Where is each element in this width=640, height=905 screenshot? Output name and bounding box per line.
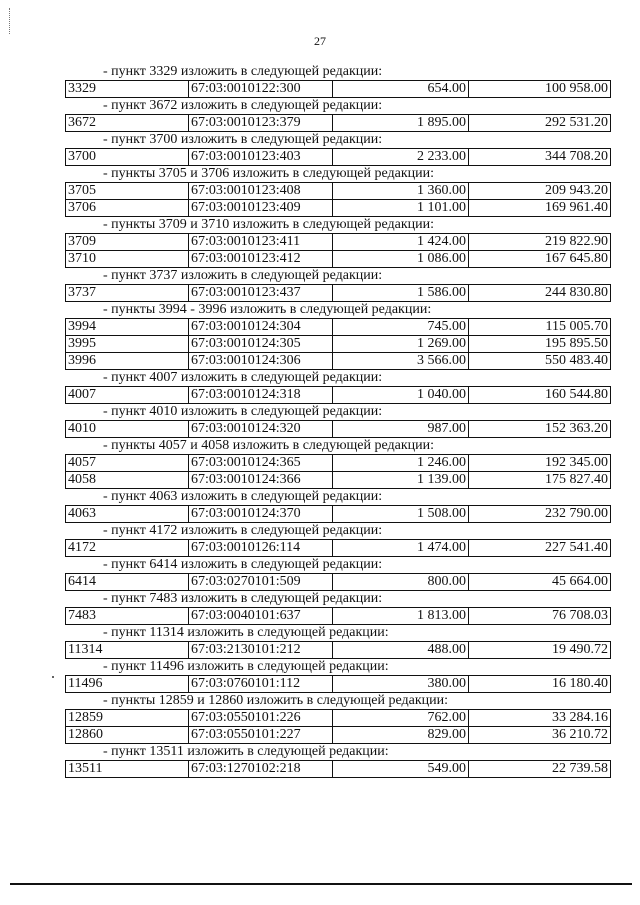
amendment-table <box>65 607 611 625</box>
item-number-cell: 3996 <box>66 353 189 370</box>
margin-binding-mark <box>9 8 11 34</box>
table-row <box>66 387 611 404</box>
item-number-cell: 3995 <box>66 336 189 353</box>
item-number-cell: 13511 <box>66 761 189 778</box>
amendment-caption: - пункт 3672 изложить в следующей редакции: <box>103 98 383 113</box>
value-cell: 36 210.72 <box>469 727 611 744</box>
value-cell: 152 363.20 <box>469 421 611 438</box>
amendment-caption: - пункт 6414 изложить в следующей редакции: <box>103 557 383 572</box>
cadastral-number-cell: 67:03:0550101:226 <box>189 710 333 727</box>
cadastral-number-cell: 67:03:0040101:637 <box>189 608 333 625</box>
cadastral-number-cell: 67:03:0010124:306 <box>189 353 333 370</box>
area-cell: 829.00 <box>333 727 469 744</box>
value-cell: 16 180.40 <box>469 676 611 693</box>
item-number-cell: 6414 <box>66 574 189 591</box>
amendment-table <box>65 760 611 778</box>
value-cell: 169 961.40 <box>469 200 611 217</box>
area-cell: 1 508.00 <box>333 506 469 523</box>
table-row <box>66 727 611 744</box>
cadastral-number-cell: 67:03:0010122:300 <box>189 81 333 98</box>
item-number-cell: 3329 <box>66 81 189 98</box>
amendment-table <box>65 505 611 523</box>
cadastral-number-cell: 67:03:0760101:112 <box>189 676 333 693</box>
amendment-table <box>65 233 611 268</box>
value-cell: 160 544.80 <box>469 387 611 404</box>
area-cell: 762.00 <box>333 710 469 727</box>
table-row <box>66 200 611 217</box>
value-cell: 100 958.00 <box>469 81 611 98</box>
value-cell: 192 345.00 <box>469 455 611 472</box>
item-number-cell: 3710 <box>66 251 189 268</box>
cadastral-number-cell: 67:03:0010123:403 <box>189 149 333 166</box>
area-cell: 1 474.00 <box>333 540 469 557</box>
table-row <box>66 319 611 336</box>
value-cell: 244 830.80 <box>469 285 611 302</box>
cadastral-number-cell: 67:03:0010123:379 <box>189 115 333 132</box>
item-number-cell: 4007 <box>66 387 189 404</box>
area-cell: 1 360.00 <box>333 183 469 200</box>
item-number-cell: 7483 <box>66 608 189 625</box>
cadastral-number-cell: 67:03:0010124:304 <box>189 319 333 336</box>
area-cell: 1 269.00 <box>333 336 469 353</box>
table-row <box>66 455 611 472</box>
item-number-cell: 3709 <box>66 234 189 251</box>
table-row <box>66 761 611 778</box>
table-row <box>66 285 611 302</box>
item-number-cell: 4058 <box>66 472 189 489</box>
area-cell: 1 139.00 <box>333 472 469 489</box>
table-row <box>66 149 611 166</box>
area-cell: 1 040.00 <box>333 387 469 404</box>
area-cell: 1 086.00 <box>333 251 469 268</box>
item-number-cell: 11496 <box>66 676 189 693</box>
cadastral-number-cell: 67:03:0010126:114 <box>189 540 333 557</box>
area-cell: 2 233.00 <box>333 149 469 166</box>
value-cell: 232 790.00 <box>469 506 611 523</box>
value-cell: 115 005.70 <box>469 319 611 336</box>
amendment-caption: - пункты 4057 и 4058 изложить в следующей редакции: <box>103 438 435 453</box>
amendment-caption: - пункт 11496 изложить в следующей редакции: <box>103 659 389 674</box>
item-number-cell: 3700 <box>66 149 189 166</box>
table-row <box>66 608 611 625</box>
table-row <box>66 234 611 251</box>
amendment-caption: - пункты 12859 и 12860 изложить в следующей редакции: <box>103 693 449 708</box>
table-row <box>66 183 611 200</box>
amendment-table <box>65 80 611 98</box>
value-cell: 292 531.20 <box>469 115 611 132</box>
table-row <box>66 710 611 727</box>
amendment-table <box>65 284 611 302</box>
cadastral-number-cell: 67:03:0550101:227 <box>189 727 333 744</box>
area-cell: 1 586.00 <box>333 285 469 302</box>
amendment-caption: - пункт 3737 изложить в следующей редакции: <box>103 268 383 283</box>
area-cell: 987.00 <box>333 421 469 438</box>
table-row <box>66 506 611 523</box>
value-cell: 76 708.03 <box>469 608 611 625</box>
value-cell: 33 284.16 <box>469 710 611 727</box>
area-cell: 549.00 <box>333 761 469 778</box>
cadastral-number-cell: 67:03:0010124:305 <box>189 336 333 353</box>
amendment-table <box>65 641 611 659</box>
area-cell: 1 101.00 <box>333 200 469 217</box>
value-cell: 19 490.72 <box>469 642 611 659</box>
amendment-caption: - пункт 11314 изложить в следующей редакции: <box>103 625 389 640</box>
area-cell: 654.00 <box>333 81 469 98</box>
cadastral-number-cell: 67:03:0010124:366 <box>189 472 333 489</box>
area-cell: 1 895.00 <box>333 115 469 132</box>
area-cell: 1 246.00 <box>333 455 469 472</box>
area-cell: 1 813.00 <box>333 608 469 625</box>
cadastral-number-cell: 67:03:0010124:318 <box>189 387 333 404</box>
amendment-table <box>65 420 611 438</box>
cadastral-number-cell: 67:03:0010123:437 <box>189 285 333 302</box>
table-row <box>66 472 611 489</box>
area-cell: 380.00 <box>333 676 469 693</box>
amendment-caption: - пункт 3700 изложить в следующей редакции: <box>103 132 383 147</box>
item-number-cell: 11314 <box>66 642 189 659</box>
amendment-caption: - пункт 7483 изложить в следующей редакции: <box>103 591 383 606</box>
value-cell: 167 645.80 <box>469 251 611 268</box>
amendment-table <box>65 318 611 370</box>
value-cell: 22 739.58 <box>469 761 611 778</box>
table-row <box>66 353 611 370</box>
area-cell: 3 566.00 <box>333 353 469 370</box>
cadastral-number-cell: 67:03:0010124:370 <box>189 506 333 523</box>
item-number-cell: 3706 <box>66 200 189 217</box>
value-cell: 175 827.40 <box>469 472 611 489</box>
cadastral-number-cell: 67:03:0010124:320 <box>189 421 333 438</box>
value-cell: 195 895.50 <box>469 336 611 353</box>
cadastral-number-cell: 67:03:0010123:411 <box>189 234 333 251</box>
cadastral-number-cell: 67:03:0010123:412 <box>189 251 333 268</box>
table-row <box>66 115 611 132</box>
amendment-table <box>65 675 611 693</box>
amendment-table <box>65 709 611 744</box>
table-row <box>66 421 611 438</box>
item-number-cell: 4010 <box>66 421 189 438</box>
area-cell: 745.00 <box>333 319 469 336</box>
cadastral-number-cell: 67:03:0010123:409 <box>189 200 333 217</box>
area-cell: 1 424.00 <box>333 234 469 251</box>
table-row <box>66 676 611 693</box>
amendment-caption: - пункты 3709 и 3710 изложить в следующей редакции: <box>103 217 435 232</box>
amendment-table <box>65 148 611 166</box>
margin-dot-mark <box>52 676 54 678</box>
area-cell: 488.00 <box>333 642 469 659</box>
value-cell: 209 943.20 <box>469 183 611 200</box>
value-cell: 45 664.00 <box>469 574 611 591</box>
amendment-caption: - пункт 4010 изложить в следующей редакции: <box>103 404 383 419</box>
amendment-caption: - пункт 4172 изложить в следующей редакции: <box>103 523 383 538</box>
table-row <box>66 642 611 659</box>
table-row <box>66 336 611 353</box>
page-number: 27 <box>314 34 326 48</box>
item-number-cell: 4063 <box>66 506 189 523</box>
amendment-caption: - пункт 3329 изложить в следующей редакции: <box>103 64 383 79</box>
value-cell: 227 541.40 <box>469 540 611 557</box>
footer-rule <box>10 883 632 885</box>
table-row <box>66 574 611 591</box>
cadastral-number-cell: 67:03:0270101:509 <box>189 574 333 591</box>
area-cell: 800.00 <box>333 574 469 591</box>
amendment-table <box>65 573 611 591</box>
value-cell: 219 822.90 <box>469 234 611 251</box>
amendment-caption: - пункт 4007 изложить в следующей редакции: <box>103 370 383 385</box>
amendment-table <box>65 539 611 557</box>
cadastral-number-cell: 67:03:0010124:365 <box>189 455 333 472</box>
cadastral-number-cell: 67:03:0010123:408 <box>189 183 333 200</box>
amendment-caption: - пункт 13511 изложить в следующей редакции: <box>103 744 389 759</box>
item-number-cell: 3705 <box>66 183 189 200</box>
cadastral-number-cell: 67:03:2130101:212 <box>189 642 333 659</box>
table-row <box>66 251 611 268</box>
amendment-table <box>65 386 611 404</box>
document-body <box>65 64 611 778</box>
value-cell: 344 708.20 <box>469 149 611 166</box>
amendment-table <box>65 182 611 217</box>
amendment-caption: - пункт 4063 изложить в следующей редакции: <box>103 489 383 504</box>
value-cell: 550 483.40 <box>469 353 611 370</box>
amendment-caption: - пункты 3994 - 3996 изложить в следующей редакции: <box>103 302 432 317</box>
item-number-cell: 4172 <box>66 540 189 557</box>
amendment-table <box>65 114 611 132</box>
table-row <box>66 81 611 98</box>
amendment-caption: - пункты 3705 и 3706 изложить в следующей редакции: <box>103 166 435 181</box>
item-number-cell: 3737 <box>66 285 189 302</box>
amendment-table <box>65 454 611 489</box>
item-number-cell: 12860 <box>66 727 189 744</box>
item-number-cell: 12859 <box>66 710 189 727</box>
table-row <box>66 540 611 557</box>
item-number-cell: 3994 <box>66 319 189 336</box>
cadastral-number-cell: 67:03:1270102:218 <box>189 761 333 778</box>
item-number-cell: 3672 <box>66 115 189 132</box>
item-number-cell: 4057 <box>66 455 189 472</box>
